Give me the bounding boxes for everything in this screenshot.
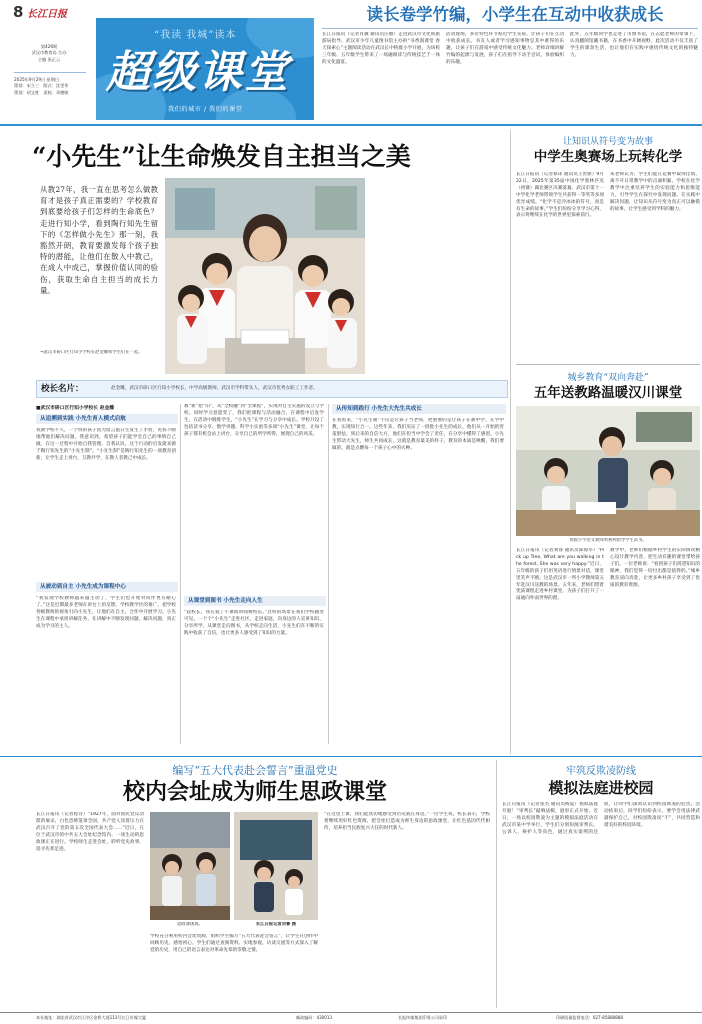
bottom-divider-vertical bbox=[496, 760, 497, 1008]
footer-printer: 长报传媒集团印务公司承印 bbox=[398, 1015, 448, 1020]
name-card-label: 校长名片： bbox=[41, 384, 84, 394]
main-subheading-3: 从课堂到图书 小先生走向人生 bbox=[184, 596, 326, 606]
col-divider-2 bbox=[328, 404, 329, 744]
masthead bbox=[0, 0, 702, 122]
main-subheading-1: 从追溯到实践 小先生育人模式启航 bbox=[36, 414, 178, 424]
right-story-1-headline: 中学生奥赛场上玩转化学 bbox=[533, 149, 683, 165]
name-card-text: 赵金雕，武汉市硚口区行知小学校长，中学高级教师，武汉市学科带头人，武汉市优秀女职工工作者。 bbox=[111, 386, 318, 391]
right-story-1-kicker: 让知识从符号变为故事 bbox=[562, 137, 653, 147]
top-story-headline: 读长卷学竹编，小学生在互动中收获成长 bbox=[366, 5, 664, 24]
bottom-story-kicker: 编写“五大代表赴会誓言”重温党史 bbox=[172, 764, 338, 777]
teacher-photo-caption: 黄陂小学语文教师黄利利指导学生读书。 bbox=[569, 538, 647, 543]
main-col-1b-text: “我发现学校教师越来越主动了，学生们也开始对同伴更有耐心了。”这是近期最多老师在讲台上的反馈。学校教学区的推广，把学校各级教师的视角引向小先生，让他们在自主、合作中开展学习。小先生在课程中承担讲解任务，在讲解中不断发现问题、解决问题，真正成为学习的主人。 bbox=[36, 596, 176, 629]
classroom-photo-graphic bbox=[165, 178, 365, 374]
editor-line-1: 策划：宋立三 版式：沈雯华 bbox=[14, 83, 69, 89]
students-listening-graphic bbox=[150, 812, 230, 920]
right-story-2-headline: 五年送教路温暖汉川课堂 bbox=[533, 385, 683, 401]
right-divider-1 bbox=[516, 364, 700, 365]
bottom-section-rule bbox=[0, 756, 702, 757]
issue-editor: 主编 张正云 bbox=[37, 56, 61, 62]
principal-name-card bbox=[36, 380, 508, 398]
top-story-col-1: 长江日报讯（记者肖骥 通讯员汪丽）走进武汉市文化和旅游局指导、武汉市少年儿童图书馆主办的“书香润课堂 春天探索心”主题阅读活动在武汉长中桥群小学开展，为该校三年级、五年级学生带来了一场融阅读与传统技艺于一体的文化盛宴。 bbox=[322, 32, 440, 65]
col-divider-1 bbox=[180, 404, 181, 744]
right-story-3-headline: 模拟法庭进校园 bbox=[548, 779, 654, 797]
right-story-3-text: 长江日报讯（记者张杰 通讯员杨夏）模拟法庭开庭！“审判长”敲响法槌，庭审正式开始。近日，一场以校园欺凌为主题的模拟法庭活动在武汉市某中学举行，学生们分别扮演审判长、公诉人、辩护人等角色，通过真实案例的还原，让同学们深刻认识到校园欺凌的危害。活动结束后，同学们纷纷表示，要学会用法律武器保护自己，对校园欺凌说“不”，共同营造和谐美好的校园环境。 bbox=[502, 802, 700, 835]
top-story-col-2: 活动现场，多位特色环节贴近学生实际，让孩子们在互动中收获成长。书友人或者学习感知事物是其中难得的乐趣，让孩子们在游戏中感受传统文化魅力。老师详细讲解竹编的起源与发展，孩子们在指导下动手尝试，体验编织的乐趣。 bbox=[446, 32, 564, 65]
bottom-story-text-c: “在这里上课，我们能真切地感受到历史就在身边。”一位学生说。校长表示，学校将继续用好红色资源，把会址打造成为师生身边的思政课堂，让红色基因代代相传，培养担当民族复兴大任的时代新人。 bbox=[324, 812, 490, 831]
paper-name: 长江日报 bbox=[27, 9, 67, 20]
classroom-photo-left bbox=[150, 812, 230, 920]
date-info bbox=[14, 77, 94, 96]
main-lead: 从教27年，我一直在思考怎么做教育才是孩子真正需要的？学校教育到底要给孩子们怎样的生命底色？走进行知小学，看到陶行知先生留下的《怎样做小先生》那一刻，我豁然开朗，教育要激发每个孩子独特的潜能，让他们在散入中教己，在成人中成己，掌握价值认同的验伤，获取生命自主担当的成长力量。 bbox=[40, 185, 158, 295]
section-divider-vertical bbox=[510, 130, 511, 754]
main-col-2b-text: “起校长，我在爱丁午课间时间被校长。”这样的场景在我们学校随处可见。一个个“小先生”走进社区、走进家庭，向身边的人宣讲知识，分享所学。从课堂走向图书，从学校走向生活，小先生们在不断的实践中收获了自信，也让更多人感受到了知识的力量。 bbox=[184, 610, 324, 636]
brand-banner bbox=[96, 18, 314, 120]
bottom-caption-b: 长江日报记者刘睿 摄 bbox=[255, 922, 297, 927]
issue-number: 第426期 bbox=[40, 44, 58, 49]
main-photo-caption: →武汉市硚口区行知小学校长赵金雕和学生们在一起。 bbox=[40, 350, 143, 355]
footer-address: 本社地址：湖北省武汉市江岸区金桥大道113号长江传媒大厦 bbox=[36, 1015, 147, 1020]
classroom-photo-right bbox=[234, 812, 318, 920]
main-col-2-text: 教“新”把“旧”，从“全校融”到“全课程”，实现对自主实施的设立与学校。同时学习意愿变了，我们把课程与活动融合，在课程中启发学生，在活动中锻炼学生，“小先生”在学习与分享中成长。学校开设了包括读书分享、数学讲题、科学小实验等多项“小先生”课堂，让每个孩子都有机会站上讲台，分享自己的所学所得，展现自己的风采。 bbox=[184, 404, 324, 437]
slogan: “我读 我城”读本 bbox=[154, 30, 237, 41]
editor-line-2: 策划：胡文胜 责校：邓德敏 bbox=[14, 89, 69, 95]
main-byline: ■武汉市硚口区行知小学校长 赵金雕 bbox=[36, 406, 115, 411]
issue-publisher: 武汉市教育局 合办 bbox=[31, 50, 67, 56]
main-headline: “小先生”让生命焕发自主担当之美 bbox=[32, 142, 411, 171]
bottom-caption-a: 思政课现场。 bbox=[177, 922, 203, 927]
footer-rule bbox=[0, 1012, 702, 1013]
issue-info bbox=[14, 44, 84, 63]
footer-postcode: 邮政编码：430013 bbox=[296, 1015, 333, 1020]
right-story-3-kicker: 牢筑反欺凌防线 bbox=[566, 766, 636, 777]
main-col-1-text: 我教学校不久，一个班的孩子因为留言值日生发生了矛盾，见我不断地帮他们解决问题，我意识到，希望孩子们能学会自己的事情自己做，在这一过程中开始自我管理、自我认识，这个行动的启发就来源于陶行知先生的“小先生制”。“小先生制”是陶行知先生的一项教育创新，让学生走上讲台，互教共学，在教人者教己中成长。 bbox=[36, 428, 176, 461]
main-photo-principal-with-students bbox=[165, 178, 365, 374]
top-story-rule bbox=[322, 28, 698, 29]
masthead-bottom-rule bbox=[0, 124, 702, 126]
right-story-1-text-b: 朱老师认为，学生们能在竞赛中取得佳绩，离不开日常教学中的点滴积累。学校在化学教学中注重培养学生的实验能力和思维能力，引导学生在探究中发现问题、在实践中解决问题，让知识从符号变为真正可以触摸的故事，让学生感受到学科的魅力。 bbox=[610, 172, 700, 212]
bottom-story-headline: 校内会址成为师生思政课堂 bbox=[122, 779, 387, 805]
bottom-story-text-a: 长江日报讯（记者程诗）“1927年，面对国民党反动派的屠杀，白色恐怖笼罩全国，共产党人顶着压力在武汉召开了党的第五次全国代表大会……”近日，在位于武汉市的中共五大会址纪念馆内，一场生动的思政课正在进行。学校师生走进会址，聆听党史故事，追寻先辈足迹。 bbox=[36, 812, 144, 852]
masthead-divider bbox=[14, 72, 86, 73]
date-line: 2025年9月29日 星期日 bbox=[14, 77, 60, 82]
right-story-2-kicker: 城乡教育“双向奔赴” bbox=[567, 373, 649, 383]
page-number: 8 bbox=[13, 3, 24, 21]
rural-classroom-graphic bbox=[516, 406, 700, 536]
teacher-reading-photo bbox=[516, 406, 700, 536]
right-story-2-text-b: 教学中，老师们根据乡村学生的实际情况精心设计教学内容，把生动有趣的课堂带给孩子们。一位老师说：“看到孩子们渴望知识的眼神，我们觉得一切付出都是值得的。”城乡教育双向奔赴，让更多乡村孩子享受到了优质的教育资源。 bbox=[610, 548, 700, 588]
brand-title: 超级课堂 bbox=[106, 47, 290, 98]
teacher-lecturing-graphic bbox=[234, 812, 318, 920]
footer-hotline: 印刷质量监督电话：027-85888888 bbox=[556, 1015, 623, 1020]
right-story-1-text-a: 长江日报讯（记者蔡译 通讯员王贵驱）9月22日，2025年第35届中国化学奥林匹克（初赛）湖北赛区决赛落幕，武汉市第十一中学化学老师带领学生共获得一等奖等多项优异成绩。“化学不是冷冰冰的符号，而是有生命的故事。”学生们纷纷分享学习心得，表示将继续在化学的世界里探索前行。 bbox=[516, 172, 604, 219]
bottom-story-text-b: 学校充分利用校内会址资源，组织学生编写“五大代表赴会誓言”，让学生在创作中回顾历史、感悟初心。学生们通过查阅资料、实地参观、访谈交流等方式深入了解党的历史，用自己的语言表达对革命先辈的崇敬之情。 bbox=[150, 934, 318, 953]
main-col-3-text: 在我看来，“小先生制”不仅是让孩子当老师，更重要的是让孩子在教中学、在学中教，实现知行合一。这些年来，我们见证了一批批小先生的成长，他们从一开始的害羞胆怯，到后来的自信大方，他们在担当中学会了责任，在分享中懂得了感恩。小先生带动大先生，师生共同成长，这就是教育最美的样子。教育的本质是唤醒，我们要做的，就是点燃每一个孩子心中的火种。 bbox=[332, 418, 504, 451]
main-subheading-4: 从传知到践行 小先生大先生共成长 bbox=[332, 404, 506, 414]
tagline: 我们的城市 / 我们的课堂 bbox=[168, 106, 243, 113]
top-story-col-3: 此外，五年级同学也走进了市图书馆，在志愿老师的带领下，认真翻阅馆藏书籍，在书香中开阔视野。此次活动不仅丰富了学生的课余生活，也让他们在实践中感悟传统文化的独特魅力。 bbox=[570, 32, 698, 58]
right-story-2-text-a: 长江日报讯（记者刘睿 通讯员陈海华）“Pick up Tree, What are you walking in the forest, She was very happy.”近日，五年级的孩子们用英语进行情景对话，课堂里笑声不断。这是武汉市一所小学教师第五年赴汉川送教的场景。五年来，老师们带着优质课程走进乡村课堂，为孩子们打开了一扇通向外面世界的窗。 bbox=[516, 548, 604, 602]
main-subheading-2: 从被动到自主 小先生成为课程中心 bbox=[36, 582, 178, 592]
